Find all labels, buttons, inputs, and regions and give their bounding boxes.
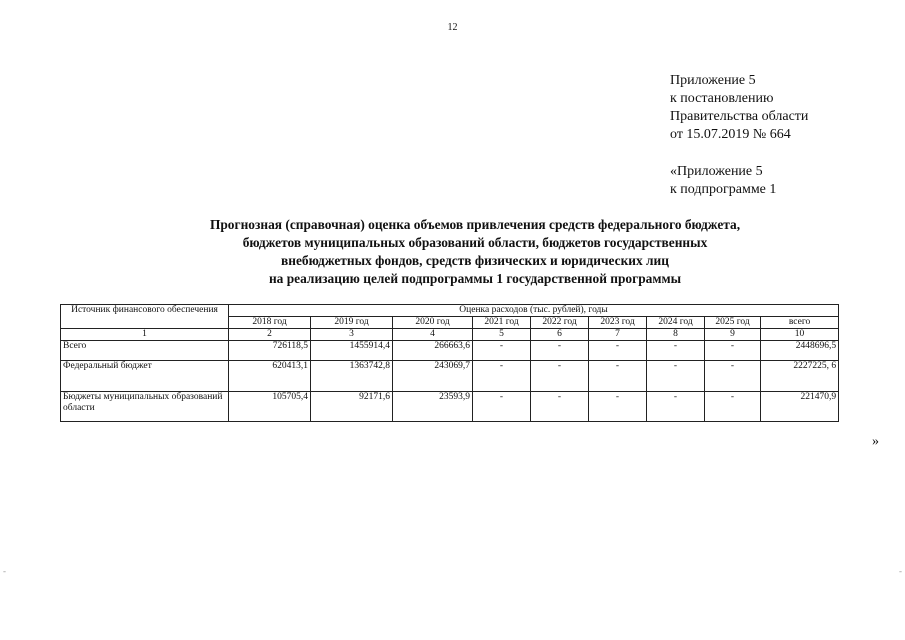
title-line: бюджетов муниципальных образований области, бюджетов государственных (242, 235, 708, 250)
approval-line: Правительства области (670, 109, 809, 124)
value-cell: 1363742,8 (311, 361, 393, 392)
year-cell: 2018 год (229, 317, 311, 329)
title-line: Прогнозная (справочная) оценка объемов привлечения средств федерального бюджета, (209, 217, 741, 232)
source-column-header: Источник финансового обеспечения (61, 305, 229, 329)
approval-block (670, 72, 808, 144)
column-number: 8 (647, 329, 705, 341)
approval-line: к постановлению (670, 91, 774, 106)
estimate-header: Оценка расходов (тыс. рублей), годы (229, 305, 839, 317)
page-number: 12 (447, 22, 458, 33)
title-line: на реализацию целей подпрограммы 1 государственной программы (268, 271, 682, 286)
annex-block (670, 163, 776, 199)
closing-quote: » (872, 434, 879, 449)
value-cell: - (647, 341, 705, 361)
value-cell: - (531, 341, 589, 361)
column-number: 6 (531, 329, 589, 341)
column-number: 5 (473, 329, 531, 341)
year-cell: 2024 год (647, 317, 705, 329)
table-row (61, 341, 839, 361)
value-cell: - (705, 341, 761, 361)
value-cell: 2448696,5 (761, 341, 839, 361)
approval-line: от 15.07.2019 № 664 (670, 127, 791, 142)
column-number: 7 (589, 329, 647, 341)
value-cell: - (473, 392, 531, 422)
value-cell: - (531, 361, 589, 392)
financing-table (60, 304, 839, 422)
value-cell: - (589, 341, 647, 361)
value-cell: 620413,1 (229, 361, 311, 392)
document-title (130, 216, 820, 288)
value-cell: - (705, 361, 761, 392)
value-cell: 23593,9 (393, 392, 473, 422)
value-cell: 105705,4 (229, 392, 311, 422)
column-number: 2 (229, 329, 311, 341)
value-cell: - (473, 341, 531, 361)
value-cell: 221470,9 (761, 392, 839, 422)
value-cell: 243069,7 (393, 361, 473, 392)
value-cell: 92171,6 (311, 392, 393, 422)
year-cell: 2019 год (311, 317, 393, 329)
year-cell: 2025 год (705, 317, 761, 329)
margin-mark: - (3, 566, 6, 576)
value-cell: - (589, 392, 647, 422)
value-cell: 2227225, 6 (761, 361, 839, 392)
column-number: 9 (705, 329, 761, 341)
year-cell: всего (761, 317, 839, 329)
column-number: 4 (393, 329, 473, 341)
source-cell: Бюджеты муниципальных образований области (61, 392, 229, 422)
source-cell: Всего (61, 341, 229, 361)
year-cell: 2021 год (473, 317, 531, 329)
value-cell: - (473, 361, 531, 392)
year-cell: 2020 год (393, 317, 473, 329)
source-cell: Федеральный бюджет (61, 361, 229, 392)
annex-line: «Приложение 5 (670, 164, 763, 179)
value-cell: - (531, 392, 589, 422)
margin-mark: - (899, 566, 902, 576)
value-cell: - (647, 361, 705, 392)
annex-line: к подпрограмме 1 (670, 182, 777, 197)
title-line: внебюджетных фондов, средств физических и юридических лиц (281, 253, 669, 268)
value-cell: - (647, 392, 705, 422)
value-cell: 266663,6 (393, 341, 473, 361)
column-number: 3 (311, 329, 393, 341)
value-cell: 726118,5 (229, 341, 311, 361)
column-number: 10 (761, 329, 839, 341)
value-cell: - (705, 392, 761, 422)
column-number: 1 (61, 329, 229, 341)
table-row (61, 392, 839, 422)
approval-line: Приложение 5 (670, 73, 756, 88)
column-number-row (61, 329, 839, 341)
year-cell: 2023 год (589, 317, 647, 329)
year-cell: 2022 год (531, 317, 589, 329)
value-cell: - (589, 361, 647, 392)
value-cell: 1455914,4 (311, 341, 393, 361)
table-header-row (61, 305, 839, 317)
table-row (61, 361, 839, 392)
